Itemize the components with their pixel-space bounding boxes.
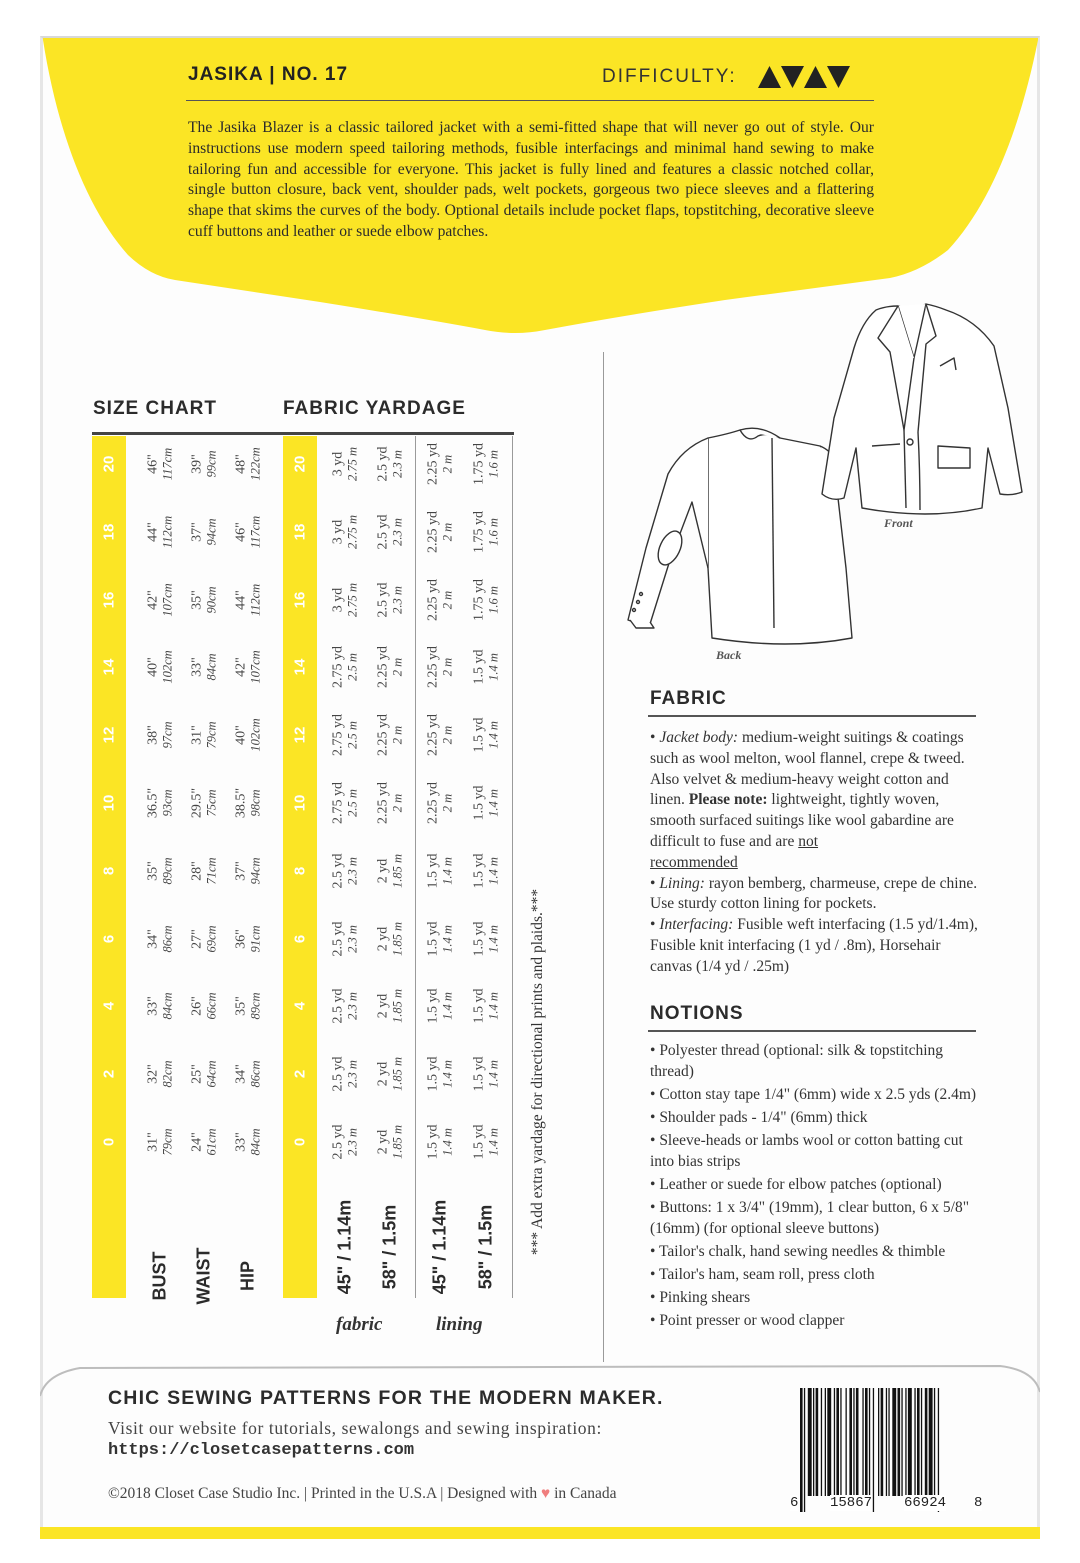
table-cell: 1.5 yd 1.4 m — [425, 1124, 455, 1160]
fabric-rule — [648, 715, 976, 717]
list-item: • Leather or suede for elbow patches (optional) — [650, 1174, 985, 1195]
barcode-bar — [836, 1388, 839, 1496]
table-cell: 46" 117cm — [233, 515, 263, 548]
difficulty-rating — [758, 64, 876, 90]
yardage-note: *** Add extra yardage for directional prints and plaids.*** — [529, 888, 546, 1256]
table-cell: 3 yd 2.75 m — [330, 446, 360, 482]
table-cell: 1.5 yd 1.4 m — [471, 988, 501, 1024]
table-cell: 32" 82cm — [145, 1060, 175, 1088]
table-cell: 24" 61cm — [189, 1128, 219, 1156]
size-label: 6 — [100, 934, 118, 943]
barcode-bar — [834, 1388, 835, 1496]
table-cell: 1.5 yd 1.4 m — [471, 649, 501, 685]
table-cell: 2 yd 1.85 m — [375, 989, 405, 1024]
table-cell: 2.5 yd 2.3 m — [375, 446, 405, 482]
website-link[interactable]: https://closetcasepatterns.com — [108, 1441, 415, 1460]
difficulty-triangle-icon — [850, 66, 873, 88]
size-label: 4 — [100, 1002, 118, 1011]
fabric-text: • Jacket body: medium-weight suitings & coatings such as wool melton, wool flannel, crepe & tweed. Also velvet & medium-heavy weight cotton and linen. Please note: lightweight, tightly woven, smooth surfaced suitings like wool gabardine are difficult to fuse and are not recommended • Lining: rayon bemberg, charmeuse, crepe de chine. Use sturdy cotton lining for pockets. • Interfacing: Fusible weft interfacing (1.5 yd/1.4m), Fusible knit interfacing (1 yd / .8m), Horsehair canvas (1/4 yd / .25m) — [650, 729, 978, 975]
size-label: 14 — [100, 659, 118, 676]
bottom-accent — [40, 1527, 1040, 1539]
table-cell: 27" 69cm — [189, 925, 219, 953]
size-label: 20 — [100, 455, 118, 473]
barcode-bar — [921, 1388, 922, 1496]
barcode-bar — [873, 1388, 874, 1512]
barcode-bar — [905, 1388, 906, 1496]
table-cell: 40" 102cm — [233, 718, 263, 752]
jacket-back-drawing — [628, 428, 852, 644]
row-label-hip: HIP — [237, 1260, 258, 1292]
list-item: • Cotton stay tape 1/4" (6mm) wide x 2.5 yds (2.4m) — [650, 1084, 985, 1105]
barcode-bar — [881, 1388, 884, 1496]
barcode-bar — [825, 1388, 826, 1496]
table-cell: 2.25 yd 2 m — [425, 782, 455, 824]
table-cell: 1.5 yd 1.4 m — [425, 921, 455, 957]
notions-rule — [648, 1030, 976, 1032]
table-cell: 2.25 yd 2 m — [375, 646, 405, 689]
table-cell: 35" 89cm — [233, 992, 263, 1020]
barcode-bar — [804, 1388, 805, 1512]
table-cell: 2 yd 1.85 m — [375, 921, 405, 956]
difficulty-triangle-icon — [827, 66, 850, 88]
table-cell: 38.5" 98cm — [233, 787, 263, 819]
yardage-size-label: 0 — [291, 1137, 309, 1147]
barcode-bar — [938, 1388, 939, 1512]
yardage-size-label: 20 — [291, 455, 309, 473]
barcode-bar — [865, 1388, 868, 1496]
barcode-bar — [925, 1388, 928, 1496]
table-cell: 2.5 yd 2.3 m — [330, 988, 360, 1024]
table-cell: 2.25 yd 2 m — [425, 578, 455, 621]
barcode-left-group: 15867 — [830, 1495, 873, 1511]
notions-list — [650, 1040, 985, 1333]
size-chart-title: SIZE CHART — [93, 398, 217, 419]
size-label: 10 — [100, 794, 118, 812]
table-cell: 1.75 yd 1.6 m — [471, 578, 501, 621]
table-cell: 37" 94cm — [233, 857, 263, 885]
table-cell: 38" 97cm — [145, 721, 175, 749]
difficulty-label: DIFFICULTY: — [602, 66, 737, 87]
barcode — [790, 1388, 982, 1516]
table-cell: 2.25 yd 2 m — [425, 443, 455, 485]
table-cell: 2 yd 1.85 m — [375, 1057, 405, 1092]
jacket-illustration — [608, 298, 1028, 678]
table-cell: 2.25 yd 2 m — [425, 714, 455, 757]
yardage-row-label: 58" / 1.5m — [379, 1204, 400, 1290]
yardage-size-label: 8 — [291, 866, 309, 875]
barcode-bar — [908, 1388, 912, 1496]
table-cell: 1.5 yd 1.4 m — [471, 921, 501, 957]
table-cell: 46" 117cm — [145, 447, 175, 481]
table-cell: 48" 122cm — [233, 447, 263, 481]
barcode-bar — [816, 1388, 819, 1496]
size-label: 12 — [100, 726, 118, 744]
table-cell: 2.5 yd 2.3 m — [330, 1124, 360, 1160]
table-cell: 35" 89cm — [145, 857, 175, 885]
yardage-row-label: 45" / 1.14m — [429, 1199, 450, 1295]
table-cell: 2.5 yd 2.3 m — [330, 1056, 360, 1092]
table-cell: 36" 91cm — [233, 925, 263, 953]
yardage-size-label: 14 — [291, 659, 309, 676]
table-cell: 3 yd 2.75 m — [330, 582, 360, 617]
size-label: 16 — [100, 591, 118, 608]
table-cell: 1.5 yd 1.4 m — [425, 853, 455, 889]
table-cell: 3 yd 2.75 m — [330, 514, 360, 549]
barcode-bar — [934, 1388, 935, 1496]
barcode-bar — [813, 1388, 814, 1496]
list-item: • Tailor's ham, seam roll, press cloth — [650, 1264, 985, 1285]
table-cell: 1.5 yd 1.4 m — [425, 1056, 455, 1092]
row-label-waist: WAIST — [193, 1247, 214, 1305]
size-label: 2 — [100, 1070, 118, 1079]
barcode-bar — [853, 1388, 854, 1496]
list-item: • Tailor's chalk, hand sewing needles & thimble — [650, 1241, 985, 1262]
table-cell: 1.5 yd 1.4 m — [471, 717, 501, 753]
barcode-bar — [886, 1388, 887, 1496]
barcode-check-digit: 8 — [974, 1495, 983, 1511]
difficulty-triangle-icon — [781, 66, 804, 88]
barcode-bar — [901, 1388, 902, 1496]
table-cell: 34" 86cm — [233, 1060, 263, 1088]
table-cell: 1.5 yd 1.4 m — [471, 1056, 501, 1092]
list-item: • Shoulder pads - 1/4" (6mm) thick — [650, 1107, 985, 1128]
table-cell: 33" 84cm — [189, 653, 219, 681]
table-cell: 1.5 yd 1.4 m — [471, 1124, 501, 1160]
notions-title: NOTIONS — [650, 1003, 744, 1024]
list-item: • Point presser or wood clapper — [650, 1310, 985, 1331]
table-cell: 39" 99cm — [189, 450, 219, 478]
list-item: • Pinking shears — [650, 1287, 985, 1308]
table-cell: 37" 94cm — [189, 518, 219, 546]
pattern-description: The Jasika Blazer is a classic tailored jacket with a semi-fitted shape that will never go out of style. Our instructions use modern speed tailoring methods, fusible interfacings and minimal hand sewing to make tailoring fun and accessible for everyone. This jacket is fully lined and features a classic notched collar, single button closure, back vent, shoulder pads, welt pockets, gorgeous two piece sleeves and a flattering shape that skims the curves of the body. Optional details include pocket flaps, topstitching, decorative sleeve cuff buttons and leather or suede elbow patches. — [188, 119, 874, 240]
table-cell: 2.25 yd 2 m — [375, 782, 405, 824]
table-cell: 44" 112cm — [233, 583, 263, 616]
jacket-front-drawing — [822, 304, 1022, 514]
yardage-row-label: 45" / 1.14m — [334, 1199, 355, 1295]
barcode-right-group: 66924 — [904, 1495, 947, 1511]
barcode-bar — [898, 1388, 901, 1496]
table-cell: 1.5 yd 1.4 m — [471, 853, 501, 889]
barcode-bar — [869, 1388, 870, 1496]
barcode-bar — [856, 1388, 859, 1496]
table-cell: 44" 112cm — [145, 515, 175, 548]
barcode-bar — [849, 1388, 852, 1496]
barcode-bar — [827, 1388, 831, 1496]
barcode-bar — [888, 1388, 889, 1496]
row-label-bust: BUST — [149, 1251, 170, 1301]
table-cell: 2 yd 1.85 m — [375, 1124, 405, 1160]
difficulty-triangle-icon — [804, 66, 827, 88]
front-label: Front — [884, 516, 913, 530]
yardage-row-label: 58" / 1.5m — [475, 1204, 496, 1290]
barcode-bar — [800, 1388, 803, 1512]
table-cell: 2.25 yd 2 m — [425, 646, 455, 689]
table-divider — [415, 436, 416, 1298]
table-cell: 36.5" 93cm — [145, 787, 175, 819]
table-cell: 40" 102cm — [145, 650, 175, 685]
barcode-bar — [862, 1388, 863, 1496]
yardage-size-label: 12 — [291, 726, 309, 744]
yardage-size-label: 6 — [291, 934, 309, 943]
barcode-bar — [917, 1388, 920, 1496]
table-cell: 42" 107cm — [145, 582, 175, 617]
list-item: • Buttons: 1 x 3/4" (19mm), 1 clear button, 6 x 5/8" (16mm) (for optional sleeve buttons) — [650, 1197, 985, 1239]
barcode-bar — [878, 1388, 879, 1496]
fabric-title: FABRIC — [650, 688, 727, 709]
table-cell: 2.5 yd 2.3 m — [375, 582, 405, 618]
copyright: ©2018 Closet Case Studio Inc. | Printed in the U.S.A | Designed with ♥ in Canada — [108, 1485, 617, 1502]
back-label: Back — [716, 648, 742, 662]
column-divider — [603, 352, 604, 1362]
size-label: 8 — [100, 866, 118, 875]
barcode-bar — [929, 1388, 933, 1496]
heart-icon: ♥ — [541, 1485, 551, 1502]
list-item: • Polyester thread (optional: silk & topstitching thread) — [650, 1040, 985, 1082]
table-divider — [512, 436, 513, 1298]
barcode-bar — [846, 1388, 847, 1496]
table-cell: 2.5 yd 2.3 m — [330, 853, 360, 889]
yardage-size-label: 18 — [291, 523, 309, 541]
yardage-size-label: 16 — [291, 591, 309, 608]
table-cell: 42" 107cm — [233, 650, 263, 685]
table-cell: 2.75 yd 2.5 m — [330, 646, 360, 689]
table-cell: 2.25 yd 2 m — [375, 714, 405, 757]
barcode-first-digit: 6 — [790, 1495, 799, 1511]
fabric-yardage-title: FABRIC YARDAGE — [283, 398, 466, 419]
barcode-bar — [840, 1388, 841, 1496]
tagline: CHIC SEWING PATTERNS FOR THE MODERN MAKER. — [108, 1387, 664, 1409]
table-cell: 2.5 yd 2.3 m — [375, 514, 405, 550]
table-cell: 29.5" 75cm — [189, 787, 219, 819]
size-label: 18 — [100, 523, 118, 541]
pattern-title: JASIKA | NO. 17 — [188, 64, 349, 85]
table-cell: 31" 79cm — [189, 721, 219, 749]
table-cell: 35" 90cm — [189, 586, 219, 614]
table-cell: 33" 84cm — [145, 992, 175, 1020]
barcode-bar — [892, 1388, 896, 1496]
title-divider — [186, 100, 874, 101]
table-cell: 2 yd 1.85 m — [375, 853, 405, 888]
table-cell: 1.75 yd 1.6 m — [471, 510, 501, 553]
table-cell: 28" 71cm — [189, 857, 219, 885]
list-item: • Sleeve-heads or lambs wool or cotton batting cut into bias strips — [650, 1130, 985, 1172]
table-cell: 2.75 yd 2.5 m — [330, 782, 360, 824]
table-cell: 2.25 yd 2 m — [425, 510, 455, 553]
table-cell: 1.75 yd 1.6 m — [471, 443, 501, 485]
table-cell: 1.5 yd 1.4 m — [425, 988, 455, 1024]
table-cell: 26" 66cm — [189, 992, 219, 1020]
chart-top-rule — [92, 432, 514, 435]
table-cell: 1.5 yd 1.4 m — [471, 785, 501, 821]
difficulty-triangle-icon — [758, 66, 781, 88]
barcode-bar — [808, 1388, 812, 1496]
group-label-lining: lining — [436, 1314, 483, 1335]
table-cell: 2.5 yd 2.3 m — [330, 921, 360, 957]
table-cell: 33" 84cm — [233, 1128, 263, 1156]
yardage-size-label: 10 — [291, 794, 309, 812]
table-cell: 2.75 yd 2.5 m — [330, 714, 360, 757]
barcode-bar — [914, 1388, 915, 1496]
table-cell: 31" 79cm — [145, 1128, 175, 1156]
table-cell: 34" 86cm — [145, 925, 175, 953]
group-label-fabric: fabric — [336, 1314, 383, 1335]
table-cell: 25" 64cm — [189, 1060, 219, 1088]
visit-text: Visit our website for tutorials, sewalongs and sewing inspiration: — [108, 1418, 602, 1438]
yardage-size-label: 4 — [291, 1002, 309, 1011]
size-label: 0 — [100, 1137, 118, 1147]
barcode-bar — [821, 1388, 822, 1496]
yardage-size-label: 2 — [291, 1070, 309, 1079]
